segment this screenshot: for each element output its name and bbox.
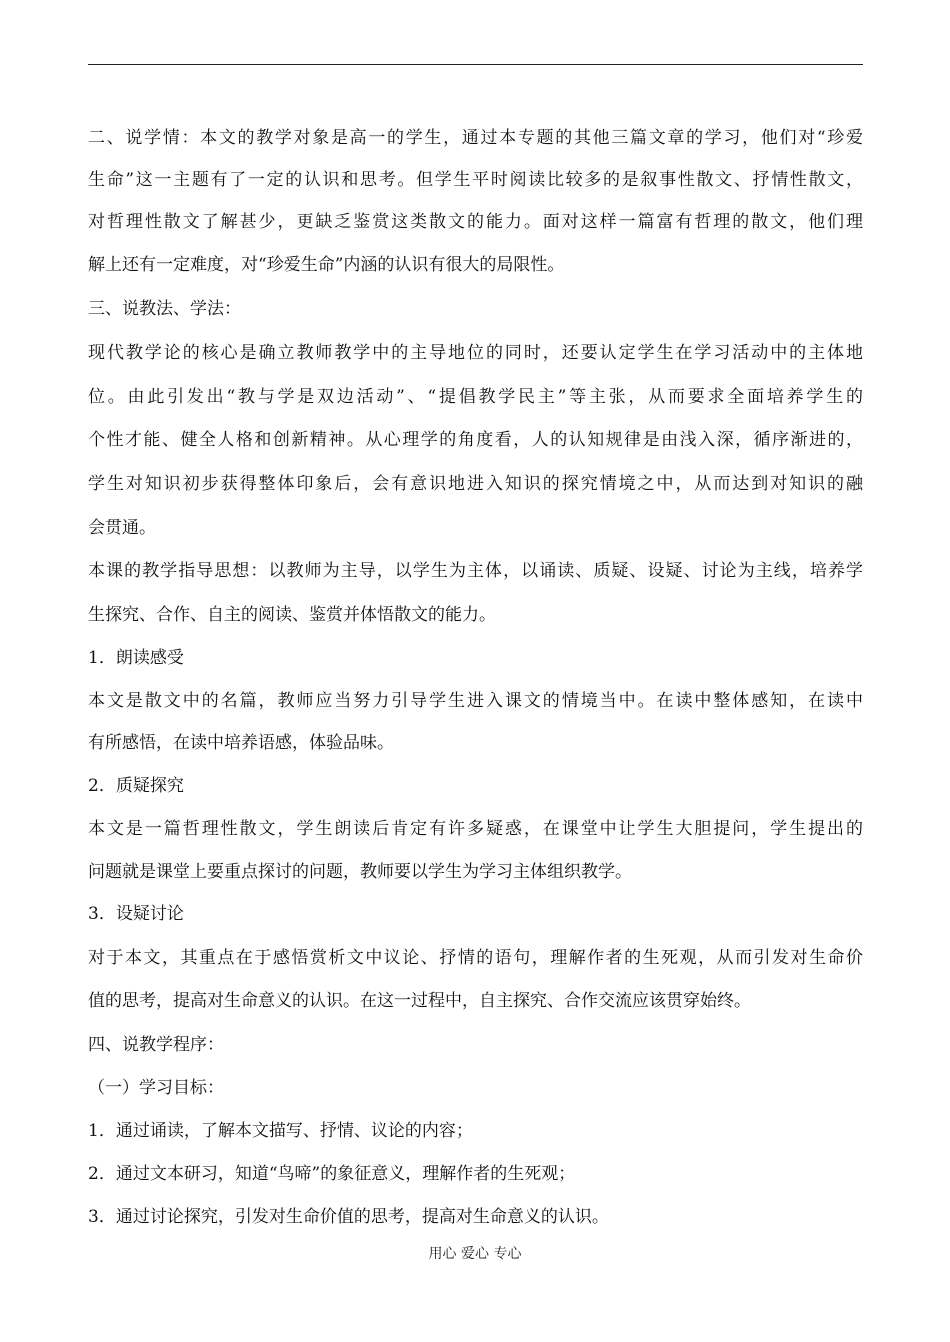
text-line: 对哲理性散文了解甚少，更缺乏鉴赏这类散文的能力。面对这样一篇富有哲理的散文，他们理 — [88, 212, 863, 232]
text-line: 3．通过讨论探究，引发对生命价值的思考，提高对生命意义的认识。 — [88, 1207, 609, 1227]
page-footer: 用心 爱心 专心 — [428, 1246, 522, 1262]
text-line: 解上还有一定难度，对“珍爱生命”内涵的认识有很大的局限性。 — [88, 255, 565, 275]
text-line: 值的思考，提高对生命意义的认识。在这一过程中，自主探究、合作交流应该贯穿始终。 — [88, 991, 751, 1011]
text-line: 生命”这一主题有了一定的认识和思考。但学生平时阅读比较多的是叙事性散文、抒情性散文， — [88, 170, 863, 190]
text-line: 1．朗读感受 — [88, 648, 184, 668]
text-line: 本课的教学指导思想：以教师为主导，以学生为主体，以诵读、质疑、设疑、讨论为主线，培养学 — [88, 561, 863, 581]
text-line: 二、说学情：本文的教学对象是高一的学生，通过本专题的其他三篇文章的学习，他们对“珍爱 — [88, 128, 863, 148]
text-line: 本文是一篇哲理性散文，学生朗读后肯定有许多疑惑，在课堂中让学生大胆提问，学生提出的 — [88, 819, 863, 839]
text-line: 现代教学论的核心是确立教师教学中的主导地位的同时，还要认定学生在学习活动中的主体地 — [88, 343, 863, 363]
text-line: 2．通过文本研习，知道“鸟啼”的象征意义，理解作者的生死观； — [88, 1164, 576, 1184]
header-rule — [88, 64, 863, 65]
text-line: 生探究、合作、自主的阅读、鉴赏并体悟散文的能力。 — [88, 605, 496, 625]
text-line: 1．通过诵读，了解本文描写、抒情、议论的内容； — [88, 1121, 473, 1141]
text-line: 四、说教学程序： — [88, 1035, 224, 1055]
text-line: 个性才能、健全人格和创新精神。从心理学的角度看，人的认知规律是由浅入深，循序渐进的， — [88, 430, 863, 450]
text-line: （一）学习目标： — [88, 1078, 224, 1098]
text-line: 会贯通。 — [88, 518, 156, 538]
text-line: 位。由此引发出“教与学是双边活动”、“提倡教学民主”等主张，从而要求全面培养学生的 — [88, 387, 863, 407]
text-line: 2．质疑探究 — [88, 776, 184, 796]
text-line: 本文是散文中的名篇，教师应当努力引导学生进入课文的情境当中。在读中整体感知，在读中 — [88, 691, 863, 711]
text-line: 学生对知识初步获得整体印象后，会有意识地进入知识的探究情境之中，从而达到对知识的融 — [88, 474, 863, 494]
text-line: 三、说教法、学法： — [88, 299, 241, 319]
text-line: 问题就是课堂上要重点探讨的问题，教师要以学生为学习主体组织教学。 — [88, 862, 632, 882]
text-line: 对于本文，其重点在于感悟赏析文中议论、抒情的语句，理解作者的生死观，从而引发对生命价 — [88, 948, 863, 968]
text-line: 3．设疑讨论 — [88, 904, 184, 924]
text-line: 有所感悟，在读中培养语感，体验品味。 — [88, 733, 394, 753]
